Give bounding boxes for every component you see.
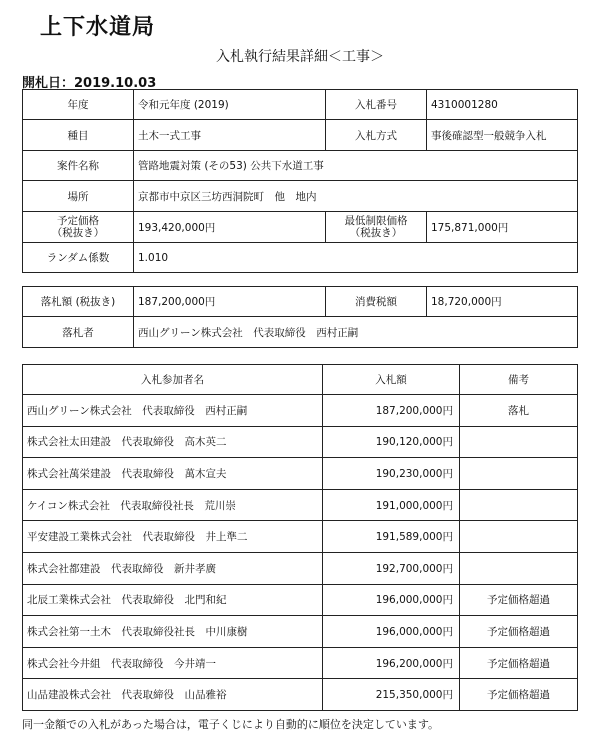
remarks bbox=[460, 521, 578, 553]
location-value: 京都市中京区三坊西洞院町 他 地内 bbox=[134, 181, 578, 212]
table-row bbox=[23, 616, 578, 648]
bid-amount: 196,000,000円 bbox=[323, 584, 460, 616]
bidder-name: 株式会社今井組 代表取締役 今井靖一 bbox=[23, 647, 323, 679]
location-label: 場所 bbox=[23, 181, 134, 212]
award-amount-value: 187,200,000円 bbox=[134, 287, 326, 317]
info-table bbox=[22, 89, 578, 273]
remarks bbox=[460, 489, 578, 521]
document-title: 入札執行結果詳細＜工事＞ bbox=[216, 49, 384, 65]
bidder-name-header: 入札参加者名 bbox=[23, 365, 323, 395]
table-row bbox=[23, 426, 578, 458]
minimum-price-label-line1: 最低制限価格 bbox=[344, 215, 408, 227]
bidders-table bbox=[22, 364, 578, 711]
table-row bbox=[23, 489, 578, 521]
bid-amount: 192,700,000円 bbox=[323, 552, 460, 584]
table-row bbox=[23, 679, 578, 711]
estimated-price-label-line1: 予定価格 bbox=[57, 215, 99, 227]
award-amount-label: 落札額 (税抜き) bbox=[23, 287, 134, 317]
bid-method-label: 入札方式 bbox=[326, 120, 427, 151]
bidder-name: 株式会社都建設 代表取締役 新井孝廣 bbox=[23, 552, 323, 584]
bid-amount: 190,120,000円 bbox=[323, 426, 460, 458]
remarks: 予定価格超過 bbox=[460, 647, 578, 679]
remarks: 予定価格超過 bbox=[460, 584, 578, 616]
bid-amount: 191,000,000円 bbox=[323, 489, 460, 521]
remarks bbox=[460, 426, 578, 458]
bidder-name: ケイコン株式会社 代表取締役社長 荒川崇 bbox=[23, 489, 323, 521]
project-name-label: 案件名称 bbox=[23, 151, 134, 181]
table-row bbox=[23, 458, 578, 490]
tax-amount-label: 消費税額 bbox=[326, 287, 427, 317]
bid-amount: 190,230,000円 bbox=[323, 458, 460, 490]
category-value: 土木一式工事 bbox=[134, 120, 326, 151]
project-name-value: 管路地震対策 (その53) 公共下水道工事 bbox=[134, 151, 578, 181]
bid-amount: 191,589,000円 bbox=[323, 521, 460, 553]
bid-amount-header: 入札額 bbox=[323, 365, 460, 395]
remarks bbox=[460, 458, 578, 490]
random-coefficient-label: ランダム係数 bbox=[23, 243, 134, 273]
remarks: 予定価格超過 bbox=[460, 616, 578, 648]
bidder-name: 平安建設工業株式会社 代表取締役 井上準二 bbox=[23, 521, 323, 553]
year-label: 年度 bbox=[23, 90, 134, 120]
remarks-header: 備考 bbox=[460, 365, 578, 395]
bid-amount: 196,000,000円 bbox=[323, 616, 460, 648]
estimated-price-label bbox=[23, 212, 134, 243]
minimum-price-value: 175,871,000円 bbox=[427, 212, 578, 243]
bidders-header-row bbox=[23, 365, 578, 395]
remarks: 予定価格超過 bbox=[460, 679, 578, 711]
winner-value: 西山グリーン株式会社 代表取締役 西村正嗣 bbox=[134, 317, 578, 348]
table-row bbox=[23, 521, 578, 553]
estimated-price-label-line2: （税抜き） bbox=[51, 227, 105, 239]
bidder-name: 山品建設株式会社 代表取締役 山品雅裕 bbox=[23, 679, 323, 711]
minimum-price-label-line2: （税抜き） bbox=[349, 227, 403, 239]
bid-amount: 196,200,000円 bbox=[323, 647, 460, 679]
bid-amount: 187,200,000円 bbox=[323, 395, 460, 427]
organization-name: 上下水道局 bbox=[40, 15, 156, 40]
bidder-name: 株式会社萬栄建設 代表取締役 萬木宣夫 bbox=[23, 458, 323, 490]
winner-label: 落札者 bbox=[23, 317, 134, 348]
bidder-name: 株式会社第一土木 代表取締役社長 中川康樹 bbox=[23, 616, 323, 648]
tax-amount-value: 18,720,000円 bbox=[427, 287, 578, 317]
estimated-price-value: 193,420,000円 bbox=[134, 212, 326, 243]
bid-method-value: 事後確認型一般競争入札 bbox=[427, 120, 578, 151]
remarks bbox=[460, 552, 578, 584]
bid-number-value: 4310001280 bbox=[427, 90, 578, 120]
footnote: 同一金額での入札があった場合は，電子くじにより自動的に順位を決定しています。 bbox=[22, 718, 440, 731]
bid-amount: 215,350,000円 bbox=[323, 679, 460, 711]
bid-number-label: 入札番号 bbox=[326, 90, 427, 120]
minimum-price-label bbox=[326, 212, 427, 243]
table-row bbox=[23, 584, 578, 616]
remarks: 落札 bbox=[460, 395, 578, 427]
bidder-name: 西山グリーン株式会社 代表取締役 西村正嗣 bbox=[23, 395, 323, 427]
random-coefficient-value: 1.010 bbox=[134, 243, 578, 273]
category-label: 種目 bbox=[23, 120, 134, 151]
table-row bbox=[23, 647, 578, 679]
table-row bbox=[23, 552, 578, 584]
year-value: 令和元年度 (2019) bbox=[134, 90, 326, 120]
bidder-name: 株式会社太田建設 代表取締役 高木英二 bbox=[23, 426, 323, 458]
award-table bbox=[22, 286, 578, 348]
table-row bbox=[23, 395, 578, 427]
opening-date: 開札日：2019.10.03 bbox=[22, 76, 157, 91]
bidder-name: 北辰工業株式会社 代表取締役 北門和紀 bbox=[23, 584, 323, 616]
